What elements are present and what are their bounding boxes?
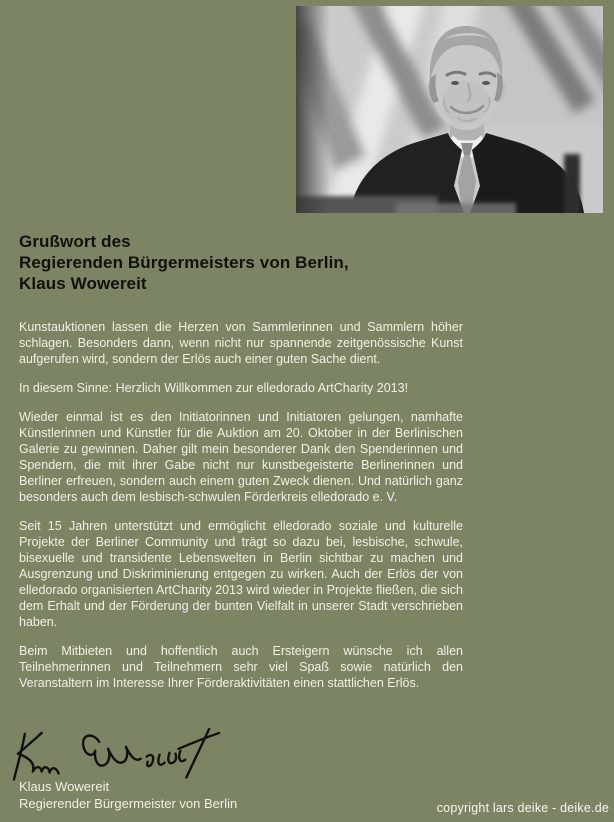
klaus-wowereit-portrait-photo [296,6,603,213]
paragraph-3: Wieder einmal ist es den Initiatorinnen und Initiatoren gelungen, namhafte Künstlerinnen und Künstler für die Auktion am 20. Oktober in der Berlinischen Galerie zu gewinnen. Daher gilt mein besonderer Dank den Spenderinnen und Spendern, die mit ihrer Gabe nicht nur kunstbegeisterte Berlinerinnen und Berliner erfreuen, sondern auch einem guten Zweck dienen. Und natürlich ganz besonders auch dem lesbisch-schwulen Förderkreis elledorado e. V. [19,410,463,504]
title-line-1: Grußwort des [19,232,131,251]
title-line-2: Regierenden Bürgermeisters von Berlin, [19,253,349,272]
signoff-role: Regierender Bürgermeister von Berlin [19,796,238,811]
paragraph-2: In diesem Sinne: Herzlich Willkommen zur elledorado ArtCharity 2013! [19,381,409,395]
paragraph-1: Kunstauktionen lassen die Herzen von Sammlerinnen und Sammlern höher schlagen. Besonders dann, wenn nicht nur spannende zeitgenössische Kunst aufgerufen wird, sondern der Erlös auch einer guten Sache dient. [19,320,463,366]
paragraph-5: Beim Mitbieten und hoffentlich auch Ersteigern wünsche ich allen Teilnehmerinnen und Teilnehmern sehr viel Spaß sowie natürlich den Veranstaltern im Interesse Ihrer Förderaktivitäten einen stattlichen Erlös. [19,644,463,690]
title-line-3: Klaus Wowereit [19,274,147,293]
greeting-text [19,319,463,704]
signoff-name: Klaus Wowereit [19,779,110,794]
signoff-block [19,778,237,812]
page-title [19,231,479,294]
portrait-photo-graphic [296,6,603,213]
paragraph-4: Seit 15 Jahren unterstützt und ermöglicht elledorado soziale und kulturelle Projekte der Berliner Community und trägt so dazu bei, lesbische, schwule, bisexuelle und transidente Lebenswelten in Berlin sichtbar zu machen und Ausgrenzung und Diskriminierung entgegen zu wirken. Auch der Erlös der von elledorado organisierten ArtCharity 2013 wird wieder in Projekte fließen, die sich dem Erhalt und der Förderung der bunten Vielfalt in unserer Stadt verschrieben haben. [19,519,463,629]
copyright-notice: copyright lars deike - deike.de [436,801,609,815]
